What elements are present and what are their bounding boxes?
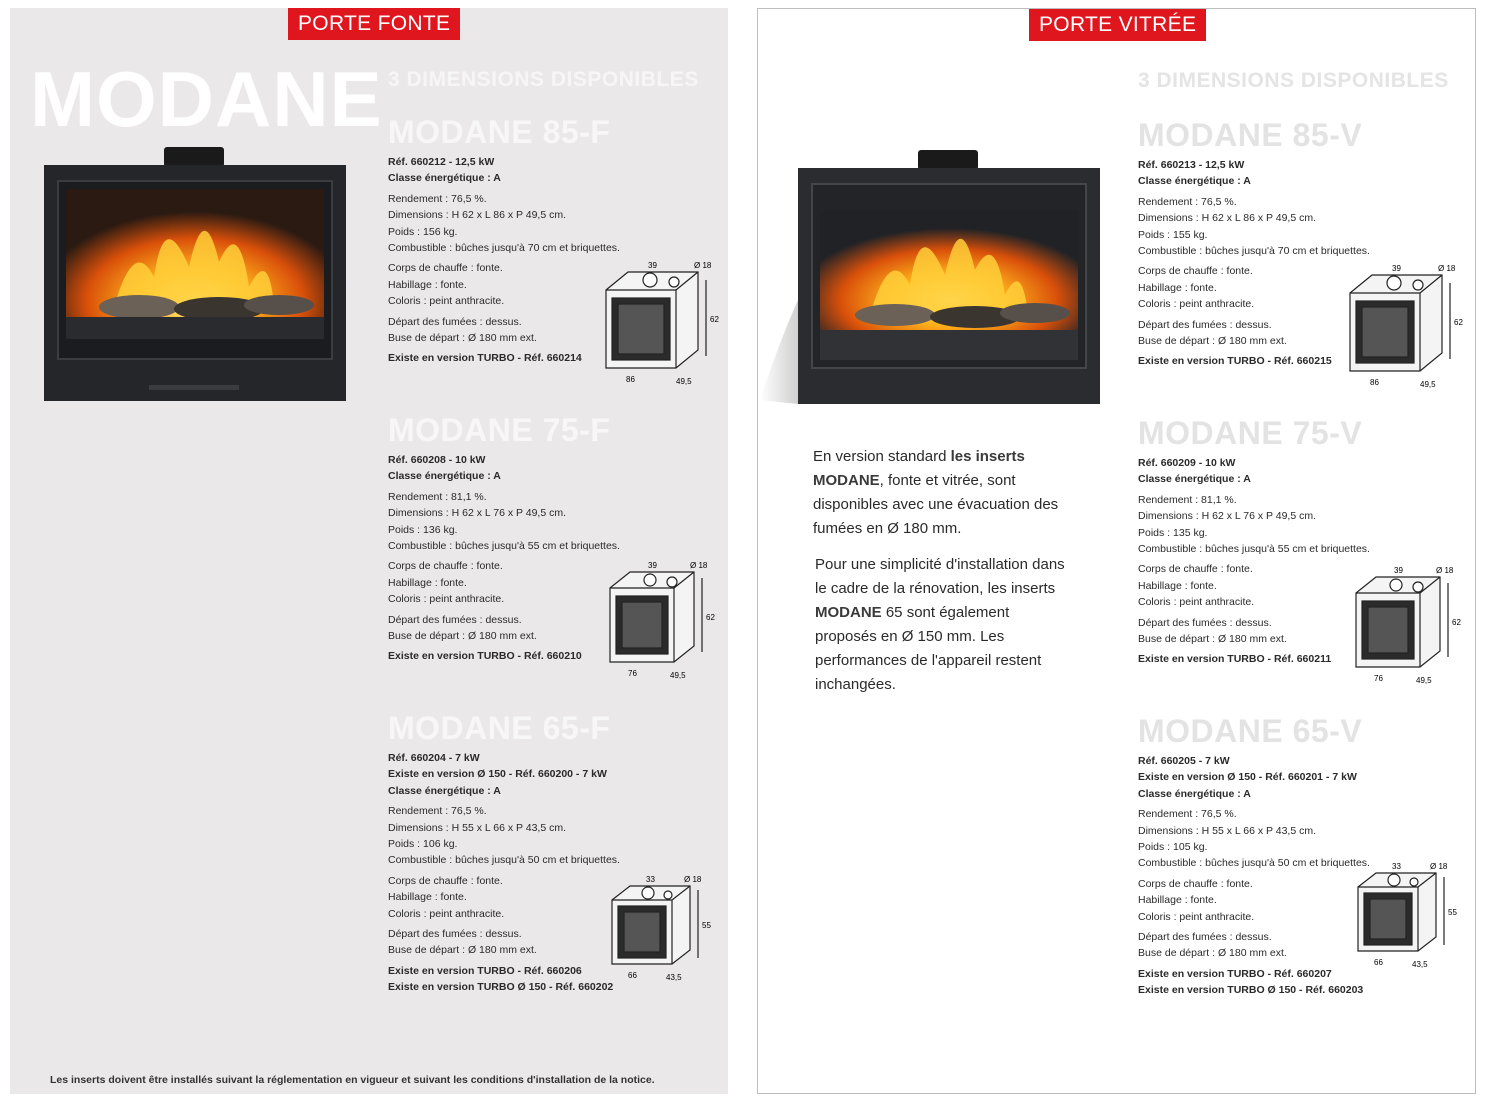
spec-line: Rendement : 76,5 %. [1138, 808, 1237, 821]
model-name: MODANE 75-V [1138, 415, 1363, 451]
spec-line: Habillage : fonte. [388, 278, 467, 291]
spec-line: Classe énergétique : A [388, 784, 501, 797]
spec-line: Existe en version TURBO Ø 150 - Réf. 660203 [1138, 984, 1364, 997]
spec-line: Combustible : bûches jusqu'à 70 cm et briquettes. [388, 242, 620, 255]
spec-line: Habillage : fonte. [1138, 579, 1217, 592]
stove-vitree-image [760, 150, 1100, 406]
spec-line: Combustible : bûches jusqu'à 50 cm et briquettes. [1138, 857, 1370, 870]
stove-fonte-image [44, 147, 346, 401]
spec-line: Buse de départ : Ø 180 mm ext. [388, 944, 537, 957]
model-name: MODANE 75-F [388, 412, 611, 448]
spec-line: Classe énergétique : A [388, 470, 501, 483]
spec-line: Coloris : peint anthracite. [388, 593, 505, 606]
spec-line: Existe en version TURBO - Réf. 660215 [1138, 355, 1332, 368]
model-name: MODANE 65-V [1138, 713, 1363, 749]
dim-depth: 43,5 [1412, 960, 1428, 969]
model-name: MODANE 65-F [388, 710, 611, 746]
spec-line: Rendement : 76,5 %. [388, 805, 487, 818]
spec-line: Buse de départ : Ø 180 mm ext. [1138, 633, 1287, 646]
dimension-diagram-85-f [598, 260, 723, 390]
spec-line: Habillage : fonte. [1138, 894, 1217, 907]
spec-line: Réf. 660204 - 7 kW [388, 752, 480, 764]
dim-depth: 43,5 [666, 973, 682, 982]
dim-top: 39 [648, 561, 657, 570]
spec-line: Combustible : bûches jusqu'à 50 cm et briquettes. [388, 854, 620, 867]
intro-paragraph [813, 445, 1073, 541]
brand-title: MODANE [30, 55, 383, 143]
spec-line: Coloris : peint anthracite. [388, 295, 505, 308]
spec-line: Poids : 136 kg. [388, 523, 458, 536]
spec-line: Coloris : peint anthracite. [1138, 596, 1255, 609]
dim-width: 66 [1374, 958, 1383, 967]
spec-line: Existe en version TURBO Ø 150 - Réf. 660202 [388, 981, 614, 994]
spec-line: Départ des fumées : dessus. [388, 315, 522, 328]
text: En version standard [813, 448, 951, 465]
panel-porte-vitree [757, 8, 1476, 1094]
dimension-diagram-85-v [1342, 263, 1467, 393]
spec-line: Existe en version TURBO - Réf. 660207 [1138, 967, 1332, 980]
spec-line: Dimensions : H 55 x L 66 x P 43,5 cm. [388, 821, 566, 834]
spec-line: Habillage : fonte. [1138, 281, 1217, 294]
spec-line: Poids : 105 kg. [1138, 841, 1208, 854]
spec-line: Rendement : 81,1 %. [1138, 493, 1237, 506]
dimensions-title: 3 DIMENSIONS DISPONIBLES [1138, 69, 1449, 92]
dim-flue: Ø 18 [684, 875, 702, 884]
dimension-diagram-65-v [1350, 861, 1468, 973]
dim-height: 62 [1452, 618, 1461, 627]
spec-line: Réf. 660213 - 12,5 kW [1138, 159, 1245, 171]
dim-width: 86 [626, 375, 635, 384]
dim-width: 76 [1374, 674, 1383, 683]
spec-line: Buse de départ : Ø 180 mm ext. [388, 630, 537, 643]
spec-line: Combustible : bûches jusqu'à 55 cm et briquettes. [388, 540, 620, 553]
spec-line: Buse de départ : Ø 180 mm ext. [1138, 947, 1287, 960]
dim-height: 55 [702, 921, 711, 930]
spec-line: Habillage : fonte. [388, 576, 467, 589]
panel-porte-fonte [10, 8, 728, 1094]
spec-line: Combustible : bûches jusqu'à 55 cm et briquettes. [1138, 543, 1370, 556]
dimensions-title: 3 DIMENSIONS DISPONIBLES [388, 68, 699, 91]
dim-width: 86 [1370, 378, 1379, 387]
spec-line: Coloris : peint anthracite. [388, 907, 505, 920]
spec-line: Dimensions : H 62 x L 86 x P 49,5 cm. [1138, 212, 1316, 225]
spec-line: Poids : 106 kg. [388, 838, 458, 851]
spec-line: Classe énergétique : A [1138, 787, 1251, 800]
dim-flue: Ø 18 [694, 261, 712, 270]
installation-note: Les inserts doivent être installés suivant la réglementation en vigueur et suivant les conditions d'installation de la notice. [50, 1074, 655, 1086]
spec-line: Départ des fumées : dessus. [1138, 931, 1272, 944]
dimension-diagram-75-f [602, 560, 722, 685]
spec-line: Départ des fumées : dessus. [1138, 318, 1272, 331]
dim-width: 66 [628, 971, 637, 980]
spec-line: Combustible : bûches jusqu'à 70 cm et briquettes. [1138, 245, 1370, 258]
spec-line: Dimensions : H 62 x L 86 x P 49,5 cm. [388, 209, 566, 222]
spec-line: Départ des fumées : dessus. [388, 613, 522, 626]
spec-line: Classe énergétique : A [1138, 473, 1251, 486]
dim-height: 62 [706, 613, 715, 622]
dim-height: 55 [1448, 908, 1457, 917]
spec-line: Existe en version TURBO - Réf. 660210 [388, 650, 582, 663]
section-tag: PORTE VITRÉE [1029, 9, 1206, 41]
dim-flue: Ø 18 [1438, 264, 1456, 273]
dim-height: 62 [1454, 318, 1463, 327]
dimension-diagram-65-f [604, 874, 722, 986]
model-name: MODANE 85-V [1138, 117, 1363, 153]
spec-line: Corps de chauffe : fonte. [388, 262, 503, 275]
spec-line: Coloris : peint anthracite. [1138, 910, 1255, 923]
spec-line: Dimensions : H 62 x L 76 x P 49,5 cm. [388, 507, 566, 520]
dim-width: 76 [628, 669, 637, 678]
spec-line: Corps de chauffe : fonte. [1138, 563, 1253, 576]
spec-line: Poids : 155 kg. [1138, 228, 1208, 241]
spec-line: Classe énergétique : A [388, 172, 501, 185]
spec-line: Existe en version TURBO - Réf. 660214 [388, 352, 582, 365]
text: 65 sont également proposés en Ø 150 mm. Les performances de l'appareil restent inchangées. [815, 604, 1042, 693]
spec-line: Habillage : fonte. [388, 891, 467, 904]
spec-line: Rendement : 76,5 %. [388, 192, 487, 205]
highlight-text: MODANE [815, 604, 882, 621]
spec-line: Réf. 660209 - 10 kW [1138, 457, 1236, 469]
spec-line: Réf. 660205 - 7 kW [1138, 755, 1230, 767]
spec-line: Poids : 156 kg. [388, 225, 458, 238]
dim-top: 33 [1392, 862, 1401, 871]
spec-line: Corps de chauffe : fonte. [388, 874, 503, 887]
spec-line: Corps de chauffe : fonte. [388, 560, 503, 573]
renovation-paragraph [815, 553, 1065, 697]
spec-line: Réf. 660212 - 12,5 kW [388, 156, 495, 168]
spec-line: Existe en version Ø 150 - Réf. 660201 - 7 kW [1138, 771, 1357, 784]
spec-line: Départ des fumées : dessus. [388, 928, 522, 941]
dim-flue: Ø 18 [1436, 566, 1454, 575]
spec-line: Coloris : peint anthracite. [1138, 298, 1255, 311]
spec-line: Réf. 660208 - 10 kW [388, 454, 486, 466]
dimension-diagram-75-v [1348, 565, 1468, 690]
spec-line: Existe en version TURBO - Réf. 660206 [388, 964, 582, 977]
spec-line: Départ des fumées : dessus. [1138, 616, 1272, 629]
dim-depth: 49,5 [1416, 676, 1432, 685]
dim-flue: Ø 18 [1430, 862, 1448, 871]
spec-line: Corps de chauffe : fonte. [1138, 265, 1253, 278]
spec-line: Existe en version Ø 150 - Réf. 660200 - 7 kW [388, 768, 607, 781]
text: Pour une simplicité d'installation dans le cadre de la rénovation, les inserts [815, 556, 1065, 597]
spec-line: Existe en version TURBO - Réf. 660211 [1138, 653, 1332, 666]
dim-top: 33 [646, 875, 655, 884]
dim-height: 62 [710, 315, 719, 324]
spec-line: Buse de départ : Ø 180 mm ext. [388, 332, 537, 345]
spec-line: Classe énergétique : A [1138, 175, 1251, 188]
model-name: MODANE 85-F [388, 114, 611, 150]
spec-line: Poids : 135 kg. [1138, 526, 1208, 539]
dim-top: 39 [648, 261, 657, 270]
dim-depth: 49,5 [1420, 380, 1436, 389]
spec-line: Dimensions : H 62 x L 76 x P 49,5 cm. [1138, 510, 1316, 523]
spec-line: Rendement : 76,5 %. [1138, 195, 1237, 208]
spec-line: Dimensions : H 55 x L 66 x P 43,5 cm. [1138, 824, 1316, 837]
spec-line: Rendement : 81,1 %. [388, 490, 487, 503]
dim-flue: Ø 18 [690, 561, 708, 570]
dim-depth: 49,5 [676, 377, 692, 386]
text: , fonte et vitrée, sont disponibles avec une évacuation des fumées en Ø 180 mm. [813, 472, 1059, 537]
dim-depth: 49,5 [670, 671, 686, 680]
spec-line: Buse de départ : Ø 180 mm ext. [1138, 335, 1287, 348]
dim-top: 39 [1394, 566, 1403, 575]
spec-line: Corps de chauffe : fonte. [1138, 877, 1253, 890]
highlight-text: les inserts MODANE [813, 448, 1025, 489]
section-tag: PORTE FONTE [288, 8, 460, 40]
dim-top: 39 [1392, 264, 1401, 273]
